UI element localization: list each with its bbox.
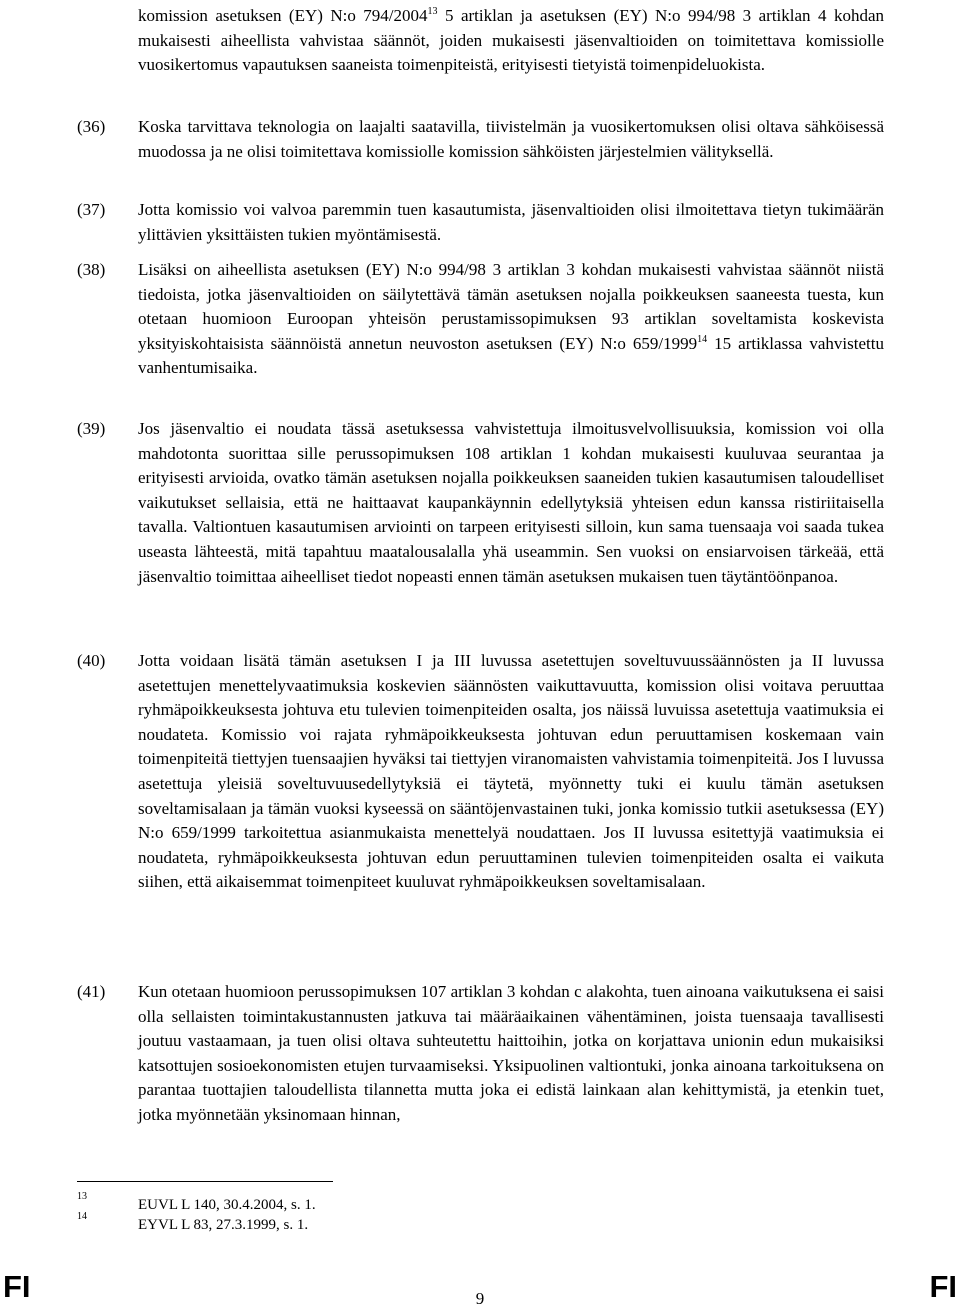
paragraph-38: Lisäksi on aiheellista asetuksen (EY) N:o 994/98 3 artiklan 3 kohdan mukaisesti vahvistaa säännöt niistä tiedoista, jotka jäsenvaltioiden on säilytettävä tämän asetuksen nojalla poikkeuksen saaneesta tuesta, kun otetaan huomioon Euroopan yhteisön perustamissopimuksen 93 artiklan soveltamista koskevista yksityiskohtaisista säännöistä annetun neuvoston asetuksen (EY) N:o 659/1999$^{14}$ 15 artiklassa vahvistettu vanhentumisaika. <box>138 260 884 378</box>
paragraph-36: Koska tarvittava teknologia on laajalti saatavilla, tiivistelmän ja vuosikertomuksen olisi oltava sähköisessä muodossa ja ne olisi toimitettava komissiolle komission sähköisten järjestelmien välityksellä. <box>138 117 884 161</box>
paragraph-number-36: (36) <box>77 117 106 136</box>
footnote-13: EUVL L 140, 30.4.2004, s. 1. <box>138 1197 316 1213</box>
paragraph-number-38: (38) <box>77 260 106 279</box>
footer-language-right: FI <box>929 1269 957 1304</box>
intro-paragraph: komission asetuksen (EY) N:o 794/2004$^{13}$ 5 artiklan ja asetuksen (EY) N:o 994/98 3 artiklan 4 kohdan mukaisesti aiheellista vahvistaa säännöt, joiden mukaisesti jäsenvaltioiden on toimitettava komissiolle vuosikertomus vapautuksen saaneista toimenpiteistä, erityisesti tietyistä toimenpideluokista. <box>138 6 884 75</box>
paragraph-number-37: (37) <box>77 200 106 219</box>
paragraph-number-40: (40) <box>77 651 106 670</box>
paragraph-37: Jotta komissio voi valvoa paremmin tuen kasautumista, jäsenvaltioiden olisi ilmoitettava tietyn tukimäärän ylittävien yksittäisten tukien myöntämisestä. <box>138 200 884 244</box>
footnote-separator <box>77 1181 333 1182</box>
footnote-ref-13[interactable]: 13 <box>427 6 438 17</box>
footnote-number-13: 13 <box>77 1191 87 1202</box>
paragraph-number-39: (39) <box>77 419 106 438</box>
paragraph-number-41: (41) <box>77 982 106 1001</box>
paragraph-41: Kun otetaan huomioon perussopimuksen 107 artiklan 3 kohdan c alakohta, tuen ainoana vaikutuksena ei saisi olla sellaisten toimintakustannusten jatkuva tai määräaikainen vähentäminen, joista tuensaaja tavallisesti joutuu vastaamaan, ja tuen olisi oltava suhteutettu haittoihin, jotka on korjattava unionin edun mukaisiksi katsottujen sosioekonomisten etujen turvaamiseksi. Yksipuolinen valtiontuki, jonka ainoana tarkoituksena on parantaa tuottajien taloudellista tilannetta mutta joka ei edistä lainkaan alan kehittymistä, ja etenkin tuet, jotka myönnetään yksinomaan hinnan, <box>138 982 884 1124</box>
paragraph-39: Jos jäsenvaltio ei noudata tässä asetuksessa vahvistettuja ilmoitusvelvollisuuksia, komission voi olla mahdotonta suorittaa sille perussopimuksen 108 artiklan 1 kohdan mukaisesti kuuluvaa seurantaa ja erityisesti arvioida, ovatko tämän asetuksen nojalla poikkeuksen saaneiden tukien kasautumisen taloudelliset vaikutukset sellaisia, että ne haittaavat kaupankäynnin edellytyksiä yhteisen edun kanssa ristiriitaisella tavalla. Valtiontuen kasautumisen arviointi on tarpeen erityisesti silloin, kun sama tuensaaja voi saada tukea useasta lähteestä, mitä tapahtuu maatalousalalla yhä useammin. Sen vuoksi on ensiarvoisen tärkeää, että jäsenvaltio toimittaa aiheelliset tiedot nopeasti ennen tämän asetuksen mukaisen tuen täytäntöönpanoa. <box>138 419 884 586</box>
footer-language-left: FI <box>3 1269 31 1304</box>
footnote-number-14: 14 <box>77 1211 87 1222</box>
footnote-14: EYVL L 83, 27.3.1999, s. 1. <box>138 1217 309 1233</box>
paragraph-40: Jotta voidaan lisätä tämän asetuksen I ja III luvussa asetettujen soveltuvuussäännösten ja II luvussa asetettujen menettelyvaatimuksia koskevien säännösten vaikuttavuutta, komission olisi voitava peruuttaa ryhmäpoikkeuksesta johtuva etu tulevien toimenpiteiden osalta, jos näissä luvuissa asetettuja vaatimuksia ei noudateta. Komissio voi rajata ryhmäpoikkeuksesta johtuvan edun peruuttamisen koskemaan vain toimenpiteitä tiettyjen tuensaajien hyväksi tai tiettyjen viranomaisten vahvistamia toimenpiteitä. Jos I luvussa asetettuja yleisiä soveltuvuusedellytyksiä ei täytetä, myönnetty tuki ei kuulu tämän asetuksen soveltamisalaan ja tämän vuoksi kyseessä on sääntöjenvastainen tuki, jonka komissio tutkii asetuksessa (EY) N:o 659/1999 tarkoitettua asianmukaista menettelyä noudattaen. Jos II luvussa esitettyjä vaatimuksia ei noudateta, ryhmäpoikkeuksesta johtuvan edun peruuttaminen tulevien toimenpiteiden osalta ei vaikuta siihen, että aikaisemmat toimenpiteet kuuluvat ryhmäpoikkeuksen soveltamisalaan. <box>138 651 884 892</box>
page-number: 9 <box>475 1289 485 1308</box>
footnote-ref-14[interactable]: 14 <box>697 333 708 345</box>
